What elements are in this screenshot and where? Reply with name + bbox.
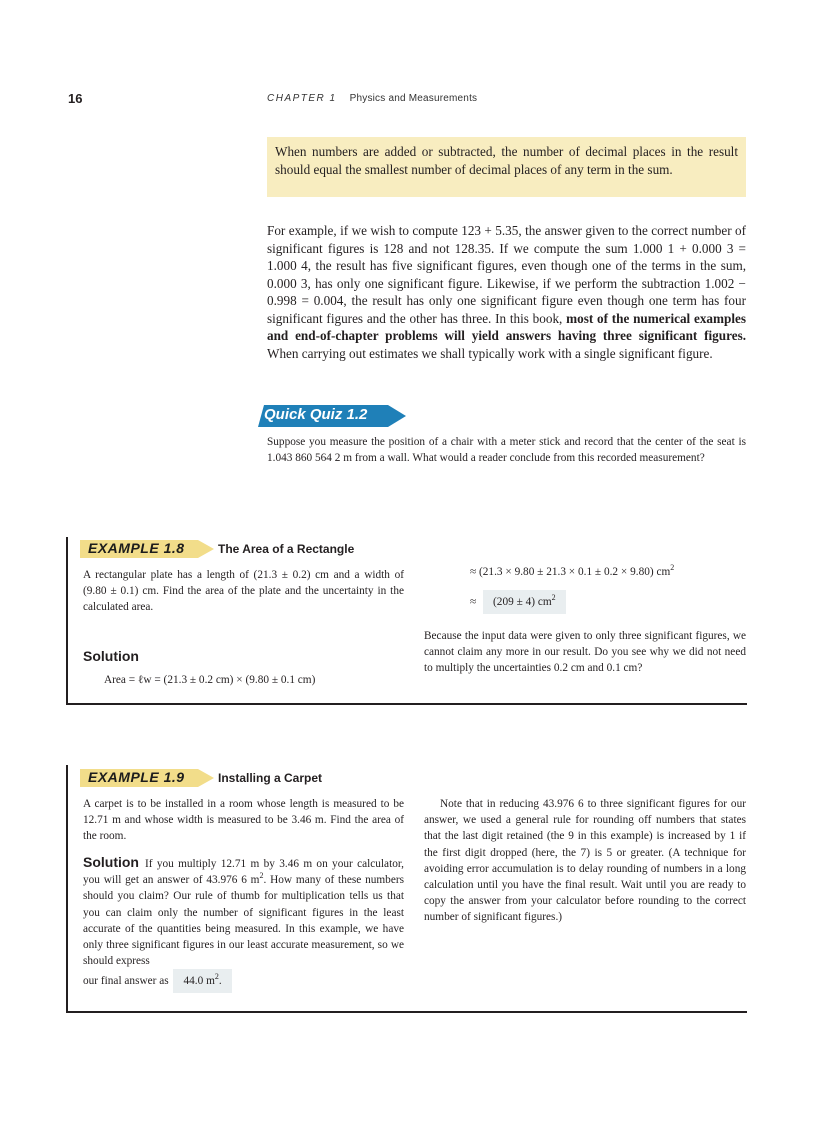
running-header <box>267 93 477 104</box>
result-value: (209 ± 4) cm <box>493 596 552 608</box>
final-answer-end: . <box>218 975 222 987</box>
rule-box <box>267 137 746 197</box>
example-1-9-border <box>66 765 68 1013</box>
example-1-9-bottom-rule <box>66 1011 747 1013</box>
final-answer-line <box>83 972 232 987</box>
example-1-8-solution-label: Solution <box>83 648 139 664</box>
example-1-9-solution-label: Solution <box>83 854 139 870</box>
quick-quiz-tag <box>258 403 408 429</box>
example-1-8-problem: A rectangular plate has a length of (21.3 ± 0.2) cm and a width of (9.80 ± 0.1) cm. Find the area of the plate and the uncertainty in the calculated area. <box>83 569 404 614</box>
result-highlight <box>483 590 566 614</box>
final-answer-lead: our final answer as <box>83 975 169 987</box>
example-1-9-solution <box>83 854 404 969</box>
final-answer-highlight <box>173 969 231 993</box>
body-text-end: When carrying out estimates we shall typically work with a single significant figure. <box>267 345 713 361</box>
example-1-9-label: EXAMPLE 1.9 <box>88 769 185 785</box>
approx-expression: ≈ (21.3 × 9.80 ± 21.3 × 0.1 ± 0.2 × 9.80) cm <box>470 566 671 578</box>
solution-text-b: . How many of these numbers should you claim? Our rule of thumb for multiplication tells us that you can claim only the number of significant figures in the least accurate of the quantities being measured. In this example, we have only three significant figures in our least accurate measurement, so we should express <box>83 874 404 968</box>
rule-text: When numbers are added or subtracted, the number of decimal places in the result should equal the smallest number of decimal places of any term in the sum. <box>275 144 738 177</box>
example-1-9-title: Installing a Carpet <box>218 771 323 785</box>
solution-text-a: If you multiply 12.71 m by 3.46 m on your calculator, you will get an answer of 43.976 6 m <box>83 858 404 887</box>
quiz-text: Suppose you measure the position of a chair with a meter stick and record that the center of the seat is 1.043 860 564 2 m from a wall. What would a reader conclude from this recorded measurement? <box>267 436 746 464</box>
final-answer-unit-exponent: 2 <box>214 972 219 982</box>
quiz-label: Quick Quiz 1.2 <box>264 406 368 423</box>
approx-equation <box>470 563 675 578</box>
example-1-8-bottom-rule <box>66 703 747 705</box>
example-1-8-title: The Area of a Rectangle <box>218 542 355 556</box>
example-1-9-problem: A carpet is to be installed in a room whose length is measured to be 12.71 m and whose width is measured to be 3.46 m. Find the area of the room. <box>83 798 404 843</box>
approx-unit-exponent: 2 <box>670 563 675 573</box>
result-equation <box>470 593 566 608</box>
example-1-8-border <box>66 537 68 705</box>
final-answer-value: 44.0 m <box>183 975 215 987</box>
example-1-9-note: Note that in reducing 43.976 6 to three significant figures for our answer, we used a general rule for rounding off numbers that states that the last digit retained (the 9 in this example) is increased by 1 if the first digit dropped (here, the 7) is 5 or greater. (A technique for avoiding error accumulation is to delay rounding of numbers in a long calculation until you have the final result. Wait until you are ready to copy the answer from your calculator before rounding to the correct number of significant figures.) <box>424 798 746 924</box>
result-unit-exponent: 2 <box>551 593 556 603</box>
solution-unit-exponent: 2 <box>259 871 264 881</box>
body-text: For example, if we wish to compute 123 + 5.35, the answer given to the correct number of significant figures is 128 and not 128.35. If we compute the sum 1.000 1 + 0.000 3 = 1.000 4, the result has five significant figures, even though one of the terms in the sum, 0.000 3, has only one significant figure. Likewise, if we perform the subtraction 1.002 − 0.998 = 0.004, the result has only one significant figure even though one term has four significant figures and the other has three. In this book, <box>267 223 746 326</box>
body-paragraph <box>267 222 746 362</box>
chapter-title: Physics and Measurements <box>349 93 478 104</box>
approx-symbol: ≈ <box>470 596 477 608</box>
chapter-label: CHAPTER 1 <box>267 93 337 104</box>
page-number: 16 <box>68 91 83 106</box>
example-1-8-label: EXAMPLE 1.8 <box>88 540 185 556</box>
example-1-8-discussion: Because the input data were given to only three significant figures, we cannot claim any more in our result. Do you see why we did not need to multiply the uncertainties 0.2 cm and 0.1 cm? <box>424 630 746 675</box>
area-equation: Area = ℓw = (21.3 ± 0.2 cm) × (9.80 ± 0.1 cm) <box>104 674 316 686</box>
body-bold-text: most of the numerical examples and end-of-chapter problems will yield answers having three significant figures. <box>267 310 746 343</box>
